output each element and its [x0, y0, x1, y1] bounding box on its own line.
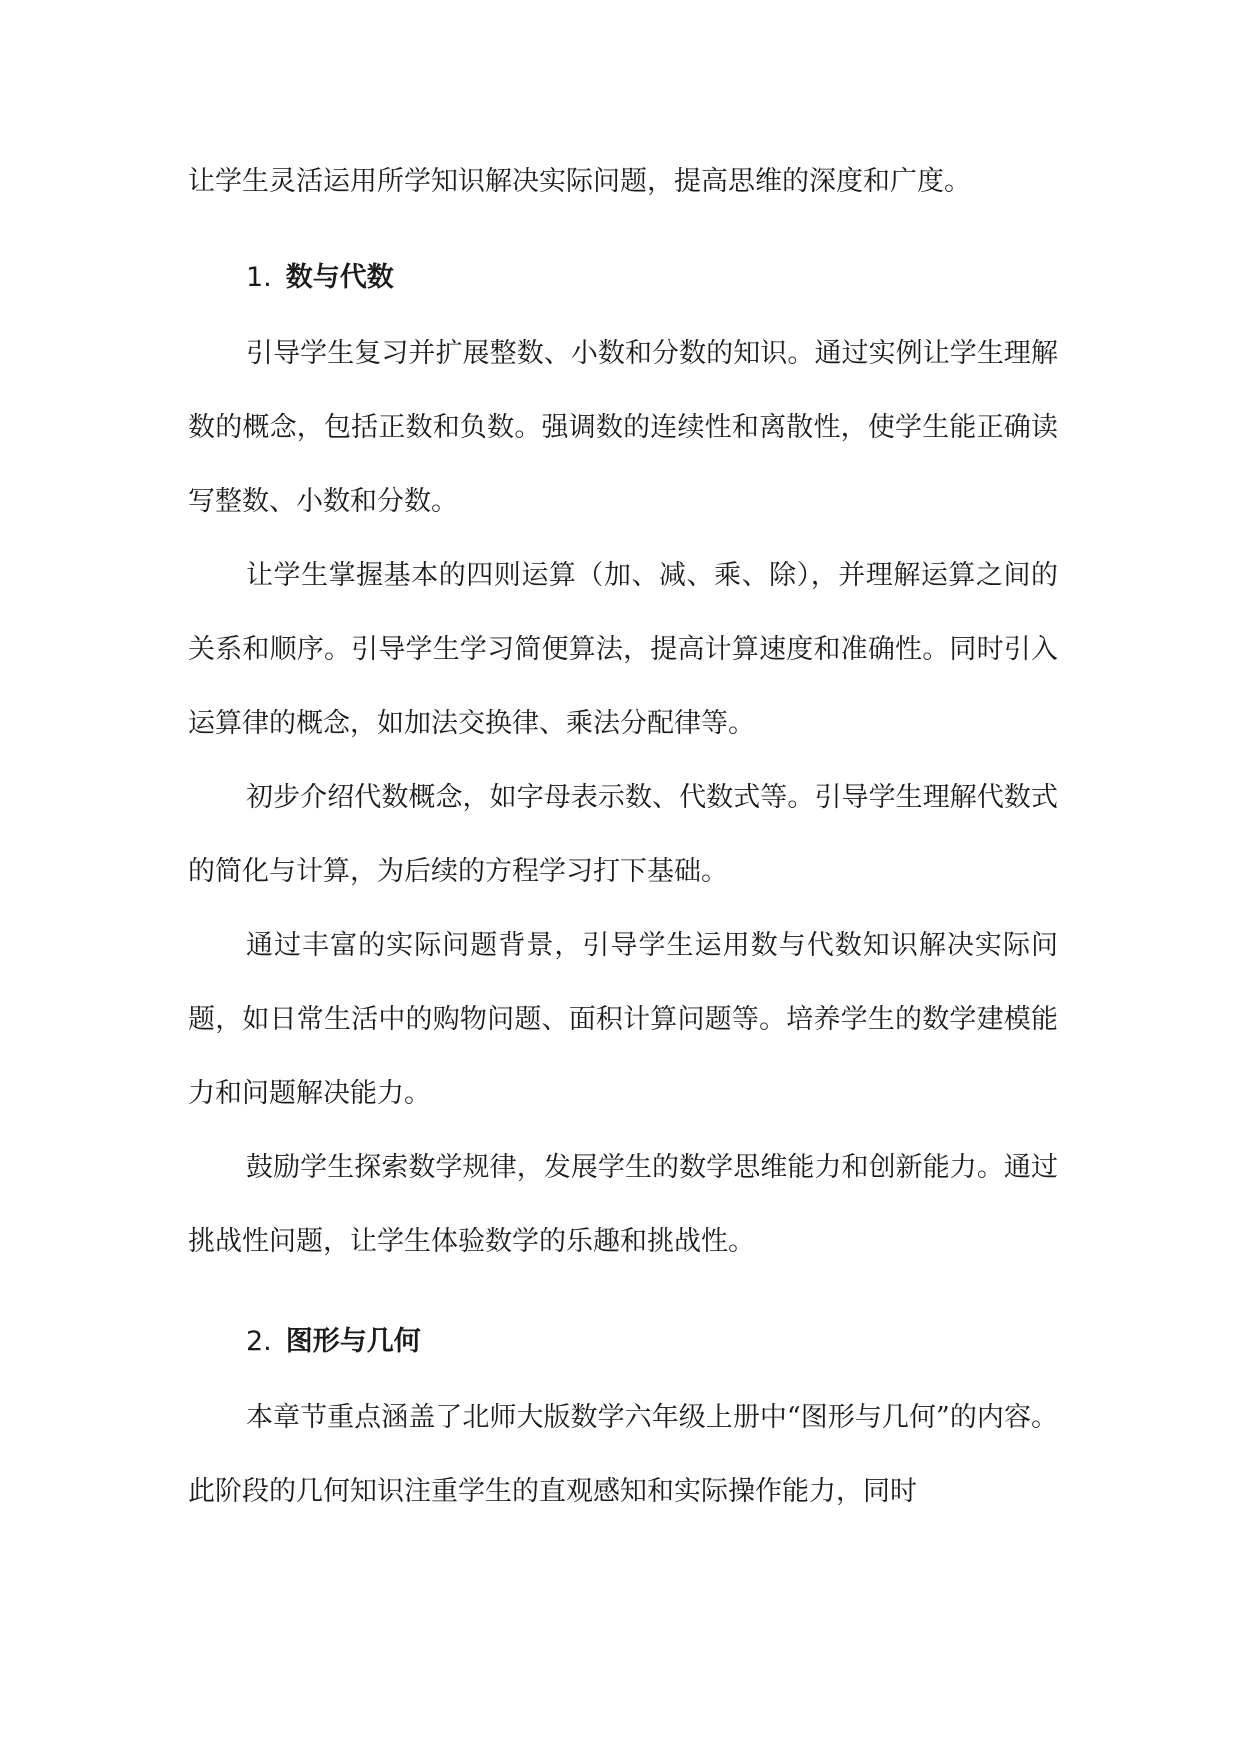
- section-heading-number-algebra: [188, 241, 1058, 315]
- section-heading-shapes-geometry: [188, 1305, 1058, 1379]
- paragraph: 通过丰富的实际问题背景，引导学生运用数与代数知识解决实际问题，如日常生活中的购物问题、面积计算问题等。培养学生的数学建模能力和问题解决能力。: [188, 930, 1058, 1109]
- section-number: 1.: [246, 262, 272, 293]
- paragraph: 让学生掌握基本的四则运算（加、减、乘、除），并理解运算之间的关系和顺序。引导学生学习简便算法，提高计算速度和准确性。同时引入运算律的概念，如加法交换律、乘法分配律等。: [188, 560, 1058, 739]
- paragraph: 鼓励学生探索数学规律，发展学生的数学思维能力和创新能力。通过挑战性问题，让学生体验数学的乐趣和挑战性。: [188, 1152, 1058, 1257]
- paragraph: 引导学生复习并扩展整数、小数和分数的知识。通过实例让学生理解数的概念，包括正数和负数。强调数的连续性和离散性，使学生能正确读写整数、小数和分数。: [188, 338, 1058, 517]
- section-title: 数与代数: [285, 262, 394, 293]
- paragraph: 本章节重点涵盖了北师大版数学六年级上册中“图形与几何”的内容。此阶段的几何知识注重学生的直观感知和实际操作能力，同时: [188, 1402, 1058, 1507]
- intro-paragraph: 让学生灵活运用所学知识解决实际问题，提高思维的深度和广度。: [188, 166, 971, 197]
- paragraph: 初步介绍代数概念，如字母表示数、代数式等。引导学生理解代数式的简化与计算，为后续的方程学习打下基础。: [188, 782, 1058, 887]
- document-body: [188, 145, 1058, 1529]
- section-title: 图形与几何: [285, 1326, 421, 1357]
- section-number: 2.: [246, 1326, 272, 1357]
